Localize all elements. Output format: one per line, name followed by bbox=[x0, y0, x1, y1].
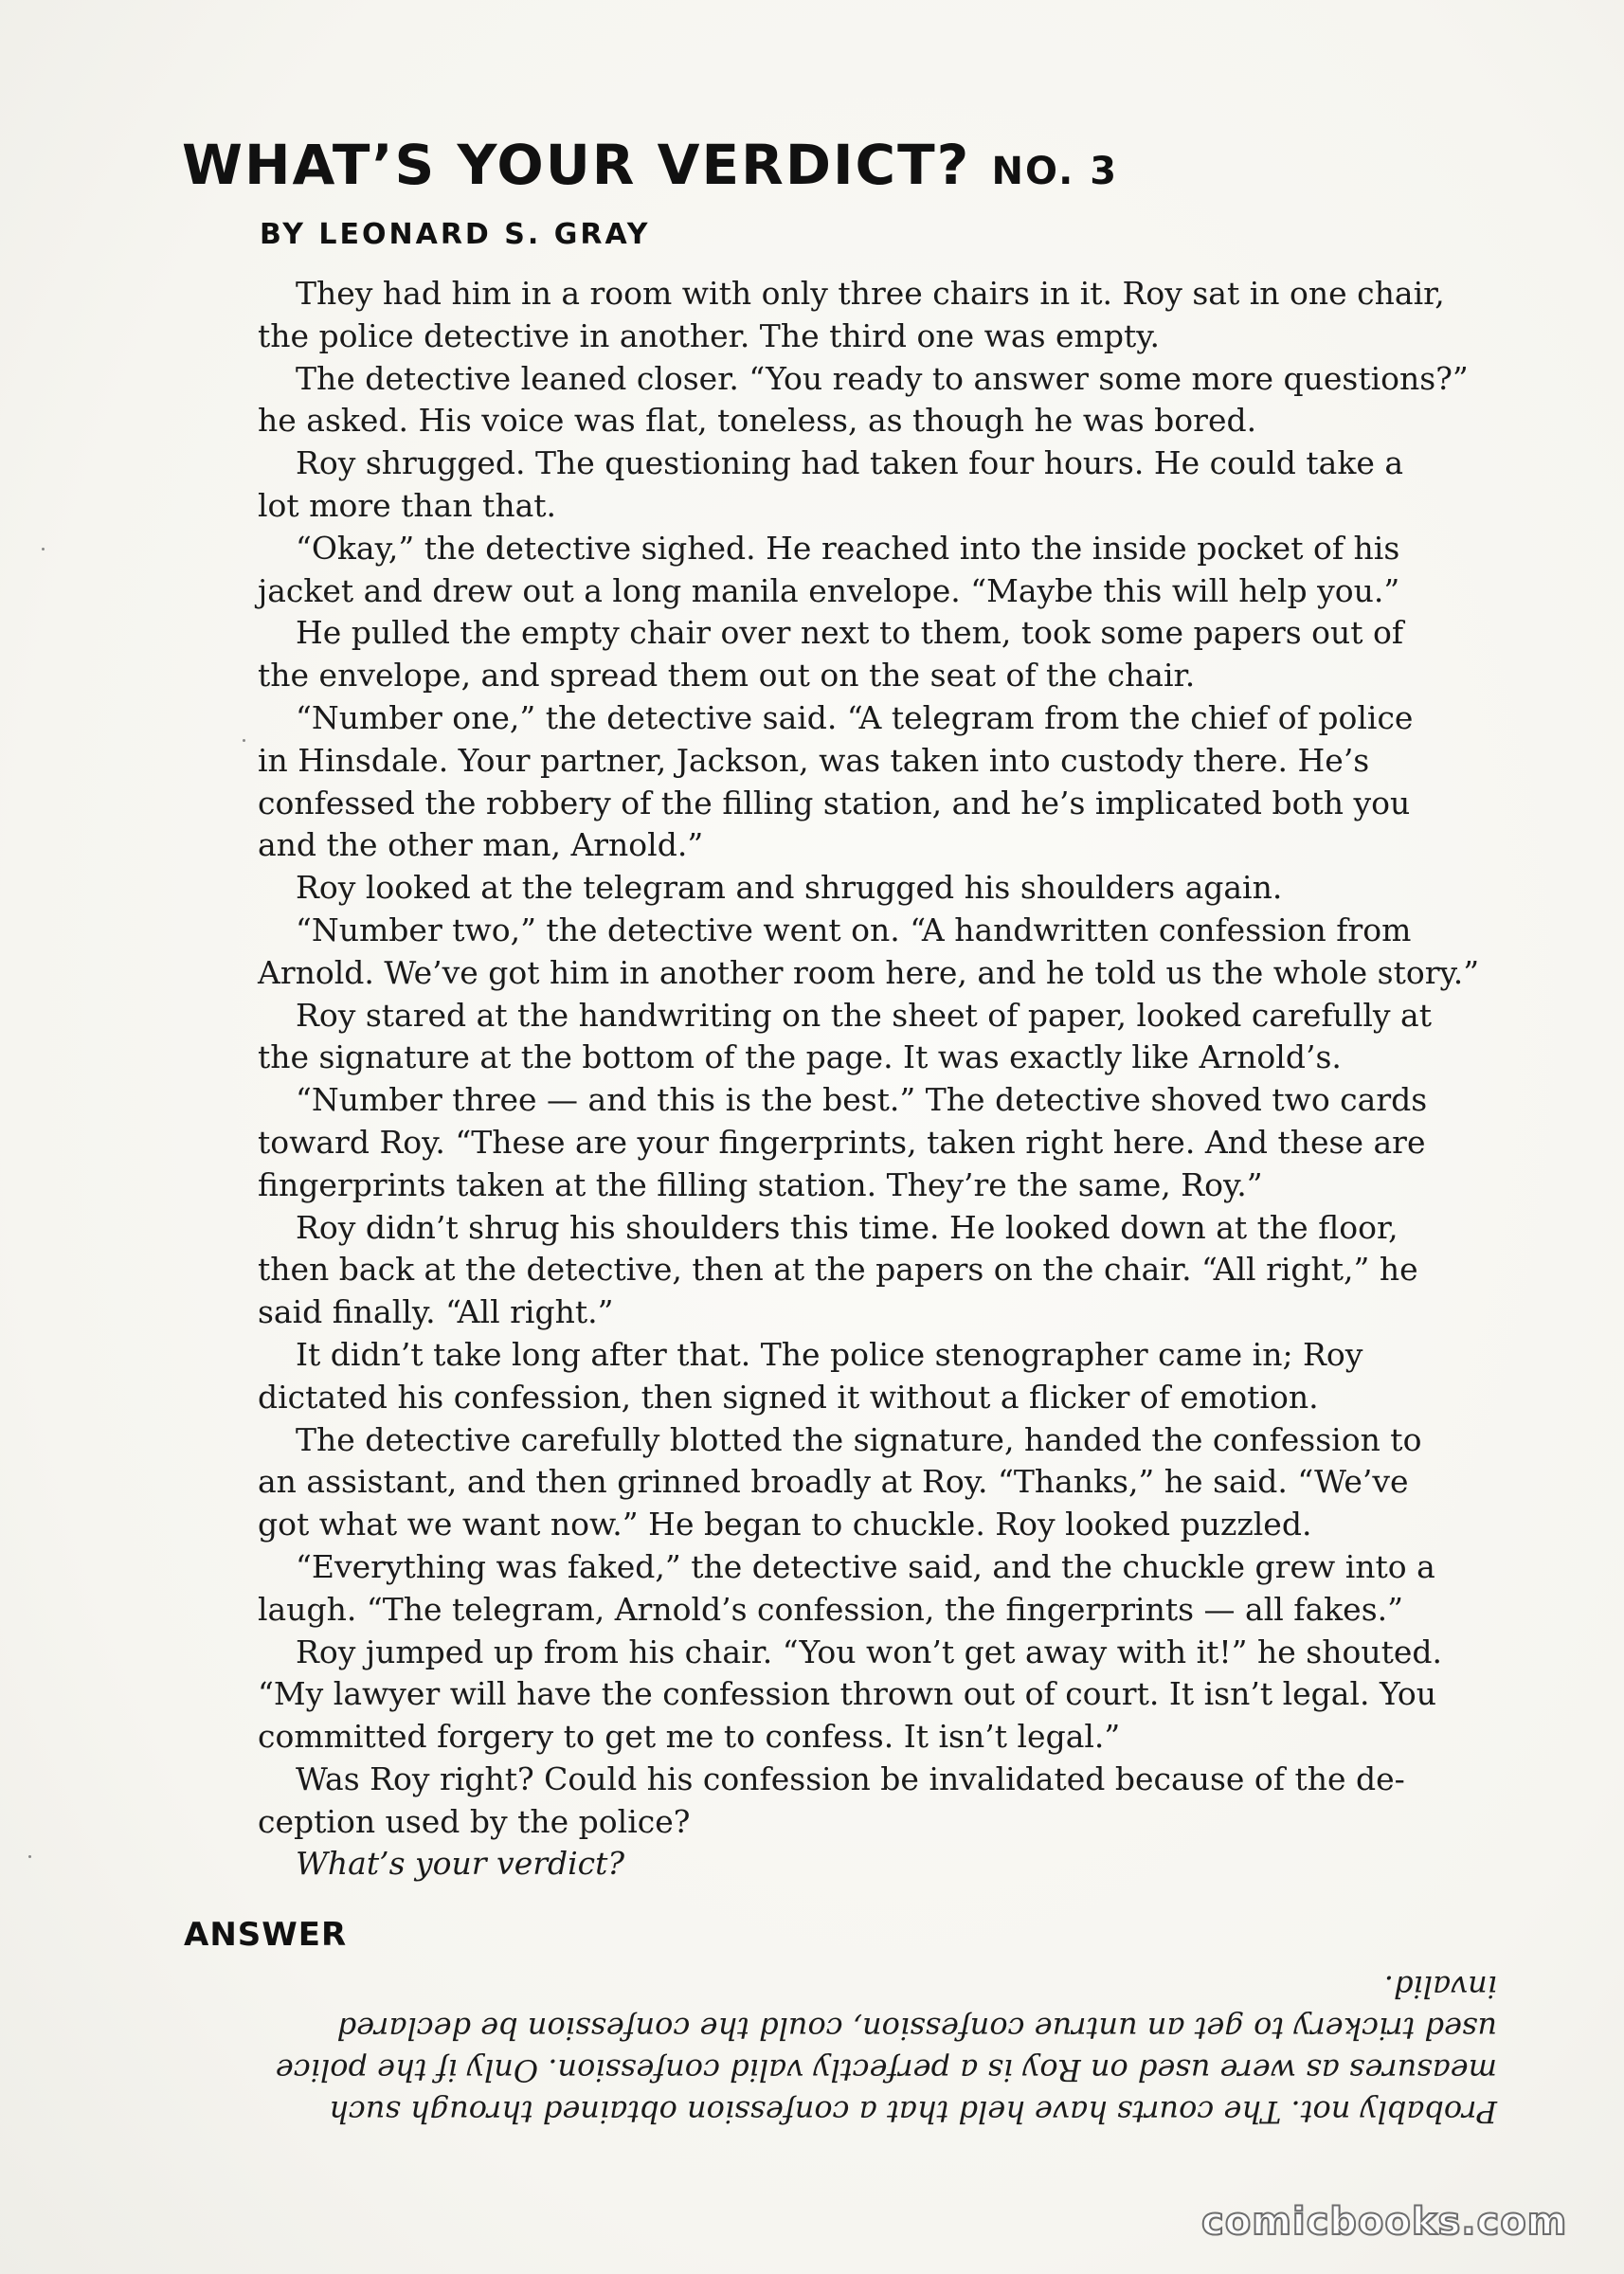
story-paragraph: It didn’t take long after that. The police stenographer came in; Roy dictated his confession, then signed it without a flicker of emotion. bbox=[258, 1335, 1363, 1416]
byline: BY LEONARD S. GRAY bbox=[260, 218, 651, 251]
story-paragraph: They had him in a room with only three chairs in it. Roy sat in one chair, the police detective in another. The third one was empty. bbox=[258, 275, 1445, 354]
page-title bbox=[182, 133, 1118, 197]
story-paragraph: Roy jumped up from his chair. “You won’t get away with it!” he shouted. “My lawyer will have the confession thrown out of court. It isn’t legal. You committed forgery to get me to confess. It isn’t legal.” bbox=[258, 1633, 1443, 1756]
paper-speck bbox=[28, 1855, 31, 1858]
closing-question: What’s your verdict? bbox=[296, 1845, 625, 1883]
title-main: WHAT’S YOUR VERDICT? bbox=[182, 133, 971, 197]
story-paragraph: Roy shrugged. The questioning had taken four hours. He could take a lot more than that. bbox=[258, 444, 1404, 524]
paper-speck bbox=[243, 739, 245, 742]
story-paragraph: He pulled the empty chair over next to them, took some papers out of the envelope, and spread them out on the seat of the chair. bbox=[258, 614, 1404, 695]
story-paragraph: Roy stared at the handwriting on the sheet of paper, looked carefully at the signature at the bottom of the page. It was exactly like Arnold’s. bbox=[258, 996, 1432, 1076]
story-paragraph: “Okay,” the detective sighed. He reached into the inside pocket of his jacket and drew out a long manila envelope. “Maybe this will help you.” bbox=[258, 529, 1400, 609]
story-paragraph: “Number two,” the detective went on. “A handwritten confession from Arnold. We’ve got him in another room here, and he told us the whole story.” bbox=[258, 911, 1480, 991]
answer-text-upside-down: Probably not. The courts have held that a confession obtained through such measures as were used on Roy is a perfectly valid confession. Only if the police used trickery to get an untrue confession, could the confession be declared invalid. bbox=[275, 1969, 1497, 2130]
story-paragraph: Roy didn’t shrug his shoulders this time. He looked down at the floor, then back at the detective, then at the papers on the chair. “All right,” he said finally. “All right.” bbox=[258, 1208, 1418, 1331]
answer-heading: ANSWER bbox=[184, 1916, 348, 1954]
story-body bbox=[258, 273, 1489, 1886]
story-paragraph: The detective carefully blotted the signature, handed the confession to an assistant, and then grinned broadly at Roy. “Thanks,” he said. “We’ve got what we want now.” He began to chuckle. Roy looked puzzled. bbox=[258, 1420, 1422, 1543]
story-paragraph: The detective leaned closer. “You ready to answer some more questions?” he asked. His voice was flat, toneless, as though he was bored. bbox=[258, 359, 1469, 440]
story-paragraph: “Number three — and this is the best.” The detective shoved two cards toward Roy. “These are your fingerprints, taken right here. And these are fingerprints taken at the filling station. They’re the same, Roy.” bbox=[258, 1081, 1428, 1203]
title-number: NO. 3 bbox=[991, 150, 1119, 193]
story-paragraph: “Number one,” the detective said. “A telegram from the chief of police in Hinsdale. Your partner, Jackson, was taken into custody there. He’s confessed the robbery of the filling station, and he’s implicated both you and the other man, Arnold.” bbox=[258, 698, 1414, 864]
story-paragraph: Was Roy right? Could his confession be invalidated because of the de- ception used by the police? bbox=[258, 1760, 1405, 1840]
paper-speck bbox=[42, 548, 45, 550]
story-paragraph: Roy looked at the telegram and shrugged his shoulders again. bbox=[296, 869, 1283, 907]
story-paragraph: “Everything was faked,” the detective said, and the chuckle grew into a laugh. “The telegram, Arnold’s confession, the fingerprints — all fakes.” bbox=[258, 1547, 1435, 1628]
site-watermark: comicbooks.com bbox=[1201, 2200, 1568, 2244]
